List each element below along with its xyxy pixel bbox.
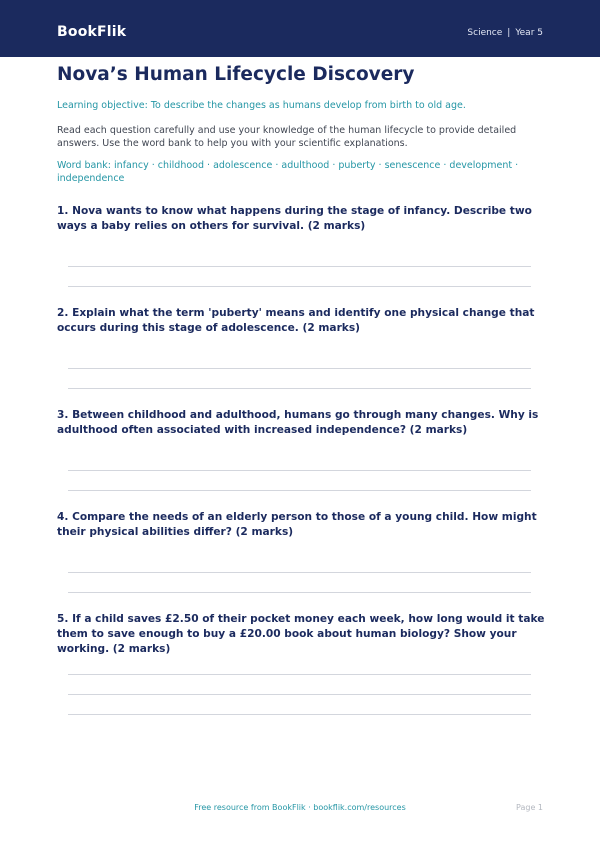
question-1: 1. Nova wants to know what happens during the stage of infancy. Describe two ways a baby relies on others for survival. (2 marks) [57, 205, 532, 232]
answer-line[interactable] [68, 714, 531, 715]
answer-line[interactable] [68, 266, 531, 267]
question-4: 4. Compare the needs of an elderly person to those of a young child. How might their physical abilities differ? (2 marks) [57, 511, 537, 538]
question-3: 3. Between childhood and adulthood, humans go through many changes. Why is adulthood often associated with increased independence? (2 marks) [57, 409, 539, 436]
header-bar [0, 0, 600, 57]
meta-separator: | [507, 28, 511, 38]
question-2: 2. Explain what the term 'puberty' means and identify one physical change that occurs during this stage of adolescence. (2 marks) [57, 307, 535, 334]
answer-line[interactable] [68, 368, 531, 369]
word-bank: Word bank: infancy · childhood · adolescence · adulthood · puberty · senescence · development · independence [57, 160, 519, 184]
answer-line[interactable] [68, 592, 531, 593]
year-label: Year 5 [515, 28, 543, 38]
answer-line[interactable] [68, 388, 531, 389]
learning-objective: Learning objective: To describe the changes as humans develop from birth to old age. [57, 100, 466, 111]
instructions-text: Read each question carefully and use your knowledge of the human lifecycle to provide detailed answers. Use the word bank to help you with your scientific explanations. [57, 125, 517, 149]
answer-line[interactable] [68, 572, 531, 573]
answer-line[interactable] [68, 694, 531, 695]
subject-year-label [467, 28, 543, 38]
question-5: 5. If a child saves £2.50 of their pocket money each week, how long would it take them to save enough to buy a £20.00 book about human biology? Show your working. (2 marks) [57, 613, 545, 655]
answer-line[interactable] [68, 286, 531, 287]
answer-line[interactable] [68, 490, 531, 491]
footer-credit: Free resource from BookFlik · bookflik.com/resources [194, 803, 406, 812]
page-number: Page 1 [516, 803, 543, 812]
subject-label: Science [467, 28, 503, 38]
worksheet-title: Nova’s Human Lifecycle Discovery [57, 64, 415, 85]
answer-line[interactable] [68, 470, 531, 471]
answer-line[interactable] [68, 674, 531, 675]
brand-logo-text: BookFlik [57, 24, 127, 40]
